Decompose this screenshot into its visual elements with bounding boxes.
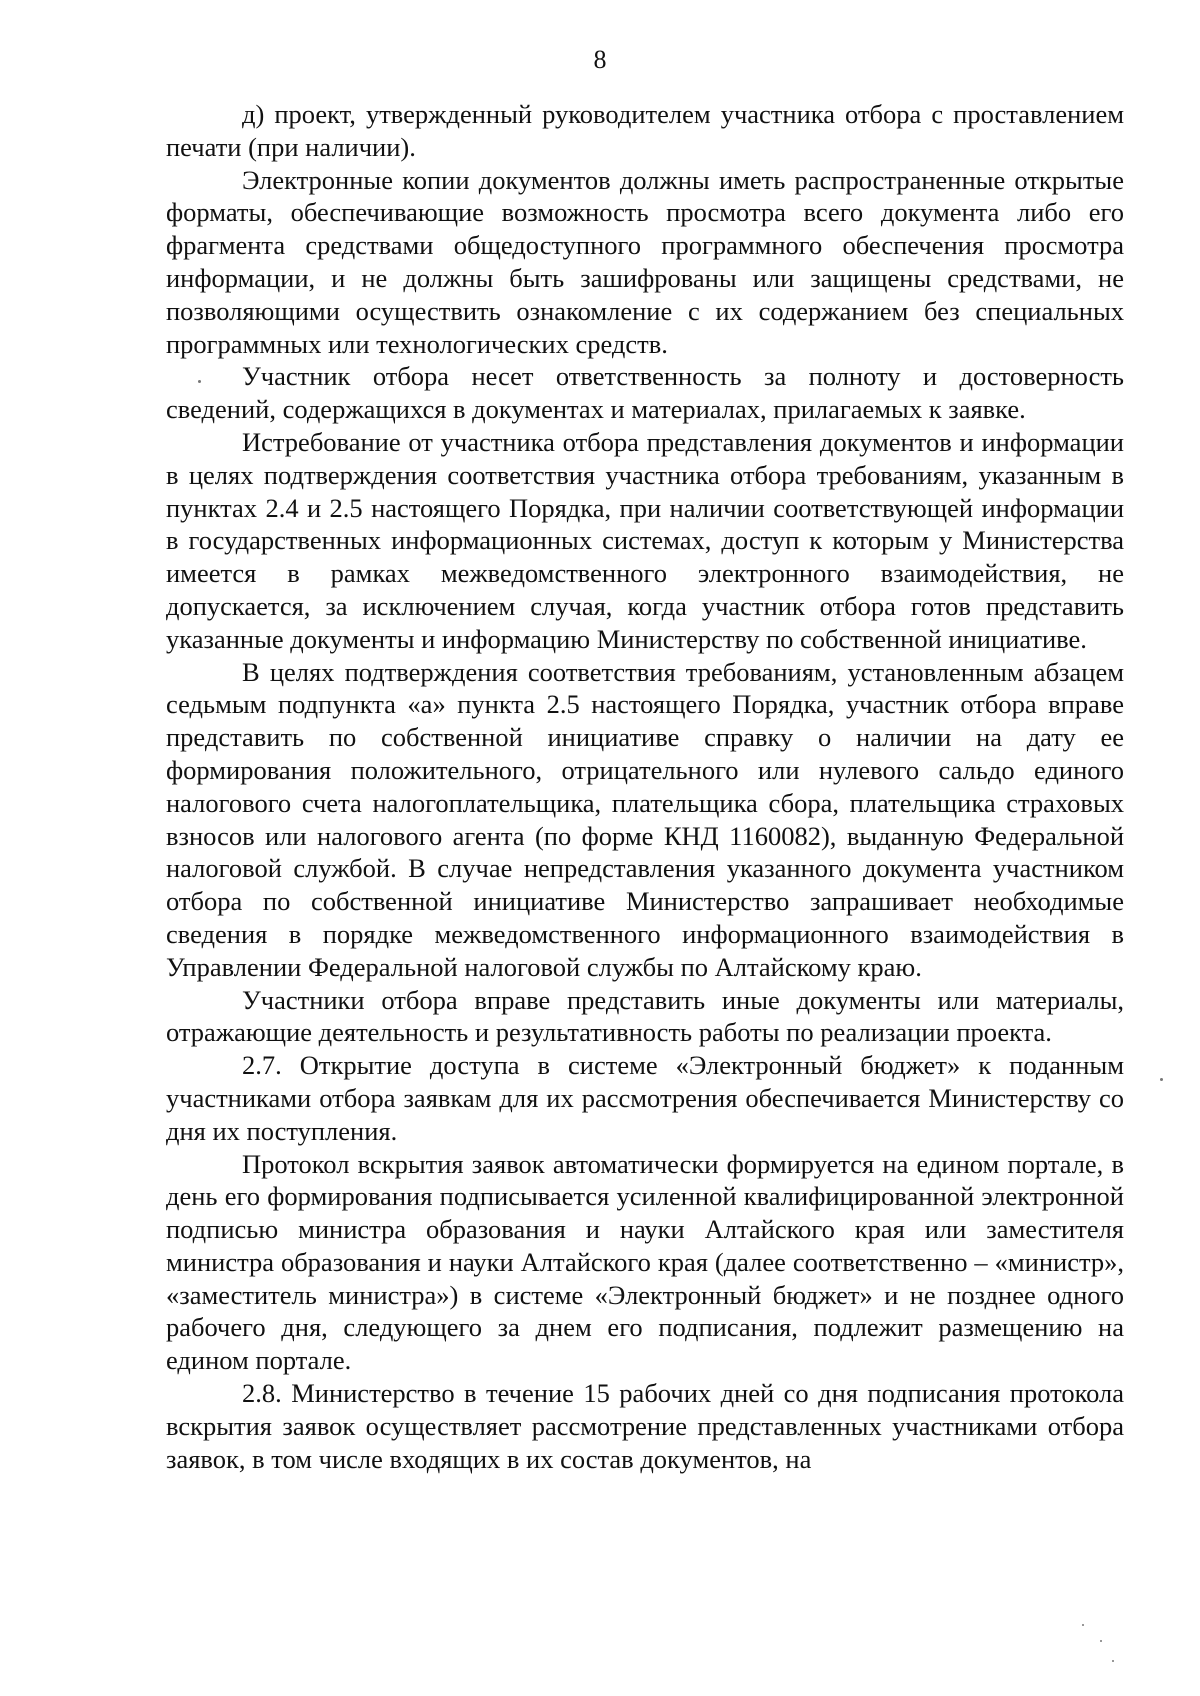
scan-speck xyxy=(1082,1624,1084,1626)
paragraph-section-2-8: 2.8. Министерство в течение 15 рабочих дней со дня подписания протокола вскрытия заявок осуществляет рассмотрение представленных участниками отбора заявок, в том числе входящих в их состав документов, на xyxy=(166,1378,1124,1474)
scan-speck xyxy=(1100,1640,1102,1642)
paragraph-tax-certificate: В целях подтверждения соответствия требованиям, установленным абзацем седьмым подпункта «а» пункта 2.5 настоящего Порядка, участник отбора вправе представить по собственной инициативе справку о наличии на дату ее формирования положительного, отрицательного или нулевого сальдо единого налогового счета налогоплательщика, плательщика сбора, плательщика страховых взносов или налогового агента (по форме КНД 1160082), выданную Федеральной налоговой службой. В случае непредставления указанного документа участником отбора по собственной инициативе Министерство запрашивает необходимые сведения в порядке межведомственного информационного взаимодействия в Управлении Федеральной налоговой службы по Алтайскому краю. xyxy=(166,656,1124,982)
paragraph-responsibility: Участник отбора несет ответственность за полноту и достоверность сведений, содержащихся в документах и материалах, прилагаемых к заявке. xyxy=(166,361,1124,425)
page-number: 8 xyxy=(593,45,607,74)
paragraph-other-documents: Участники отбора вправе представить иные документы или материалы, отражающие деятельность и результативность работы по реализации проекта. xyxy=(166,984,1124,1048)
scan-speck xyxy=(1112,1660,1114,1662)
scan-speck xyxy=(1160,1078,1163,1081)
document-body xyxy=(166,98,1124,1475)
paragraph-item-d: д) проект, утвержденный руководителем участника отбора с проставлением печати (при наличии). xyxy=(166,99,1124,162)
paragraph-section-2-7: 2.7. Открытие доступа в системе «Электронный бюджет» к поданным участниками отбора заявкам для их рассмотрения обеспечивается Министерству со дня их поступления. xyxy=(166,1050,1124,1146)
paragraph-electronic-copies: Электронные копии документов должны иметь распространенные открытые форматы, обеспечивающие возможность просмотра всего документа либо его фрагмента средствами общедоступного программного обеспечения просмотра информации, и не должны быть зашифрованы или защищены средствами, не позволяющими осуществить ознакомление с их содержанием без специальных программных или технологических средств. xyxy=(166,164,1124,359)
paragraph-opening-protocol: Протокол вскрытия заявок автоматически формируется на едином портале, в день его формирования подписывается усиленной квалифицированной электронной подписью министра образования и науки Алтайского края или заместителя министра образования и науки Алтайского края (далее соответственно – «министр», «заместитель министра») в системе «Электронный бюджет» и не позднее одного рабочего дня, следующего за днем его подписания, подлежит размещению на едином портале. xyxy=(166,1148,1124,1376)
scan-speck xyxy=(198,380,201,383)
paragraph-requisition: Истребование от участника отбора представления документов и информации в целях подтверждения соответствия участника отбора требованиям, указанным в пунктах 2.4 и 2.5 настоящего Порядка, при наличии соответствующей информации в государственных информационных системах, доступ к которым у Министерства имеется в рамках межведомственного электронного взаимодействия, не допускается, за исключением случая, когда участник отбора готов представить указанные документы и информацию Министерству по собственной инициативе. xyxy=(166,426,1124,654)
